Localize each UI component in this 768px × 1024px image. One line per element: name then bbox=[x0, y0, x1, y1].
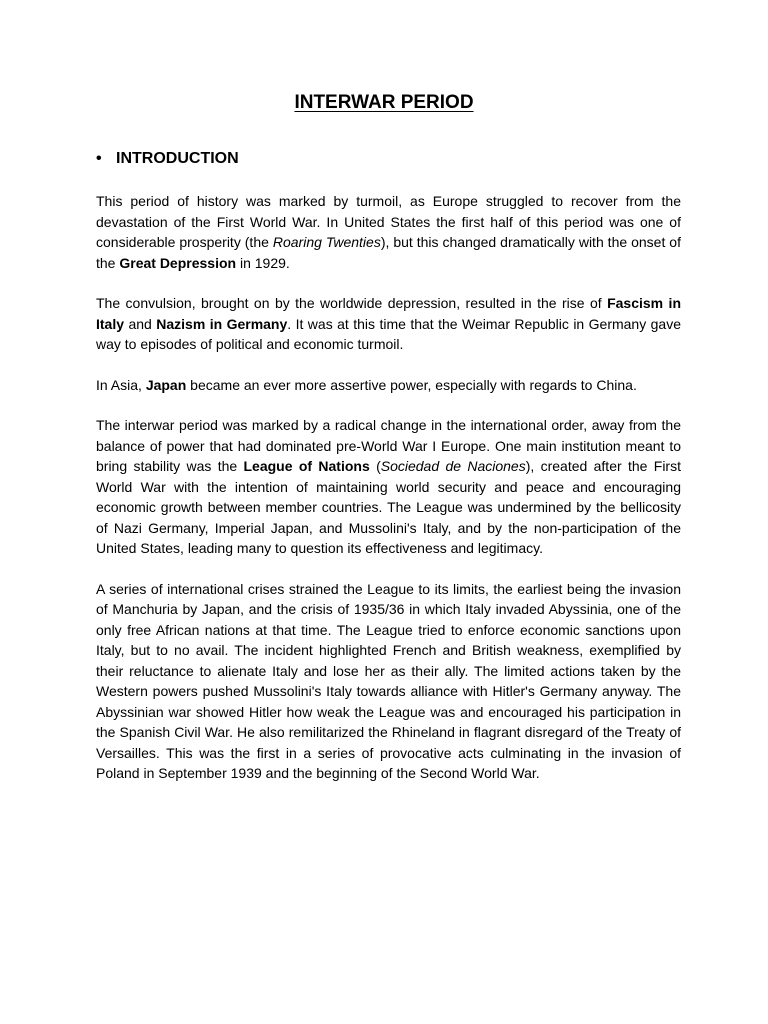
text-run: In Asia, bbox=[96, 376, 146, 393]
italic-text: Roaring Twenties bbox=[272, 234, 381, 250]
section-heading-text: INTRODUCTION bbox=[116, 150, 239, 167]
text-run: became an ever more assertive power, especially with regards to China. bbox=[186, 376, 637, 393]
paragraph-3 bbox=[96, 375, 681, 396]
paragraph-4 bbox=[96, 415, 681, 559]
italic-text: Sociedad de Naciones bbox=[380, 458, 526, 474]
page-title-text: INTERWAR PERIOD bbox=[294, 92, 474, 113]
text-run: in 1929. bbox=[236, 254, 290, 271]
bold-text: Japan bbox=[145, 376, 187, 393]
bold-text: Great Depression bbox=[119, 254, 237, 271]
text-run: and bbox=[124, 315, 157, 332]
text-run: The interwar period was marked by a radical change in the international order, away from the balance of power that had dominated pre-World War I Europe. One main institution meant to bring stability was the bbox=[96, 417, 681, 474]
section-heading bbox=[96, 148, 239, 170]
text-run: This period of history was marked by turmoil, as Europe struggled to recover from the devastation of the First World War. In United States the first half of this period was one of considerable prosperity (the bbox=[96, 193, 681, 250]
text-run: . It was at this time that the Weimar Republic in Germany gave way to episodes of political and economic turmoil. bbox=[96, 315, 682, 352]
bold-text: Nazism in Germany bbox=[156, 315, 288, 332]
paragraph-1 bbox=[96, 191, 681, 273]
text-run: The convulsion, brought on by the worldwide depression, resulted in the rise of bbox=[96, 295, 608, 311]
text-run: A series of international crises strained the League to its limits, the earliest being the invasion of Manchuria by Japan, and the crisis of 1935/36 in which Italy invaded Abyssinia, one of the only free African nations at that time. The League tried to enforce economic sanctions upon Italy, but to no avail. The incident highlighted French and British weakness, exemplified by their reluctance to alienate Italy and lose her as their ally. The limited actions taken by the Western powers pushed Mussolini's Italy towards alliance with Hitler's Germany anyway. The Abyssinian war showed Hitler how weak the League was and encouraged his participation in the Spanish Civil War. He also remilitarized the Rhineland in flagrant disregard of the Treaty of Versailles. This was the first in a series of provocative acts culminating in the invasion of Poland in September 1939 and the beginning of the Second World War. bbox=[96, 580, 681, 781]
body-text bbox=[96, 191, 681, 804]
text-run: ), created after the First World War with the intention of maintaining world security and peace and encouraging economic growth between member countries. The League was undermined by the bellicosity of Nazi Germany, Imperial Japan, and Mussolini's Italy, and by the non-participation of the United States, leading many to question its effectiveness and legitimacy. bbox=[96, 458, 681, 556]
bold-text: League of Nations bbox=[243, 458, 370, 474]
paragraph-2 bbox=[96, 293, 681, 355]
page-title bbox=[0, 90, 768, 116]
text-run: ( bbox=[369, 458, 381, 474]
bold-text: Fascism in Italy bbox=[96, 295, 681, 332]
text-run: ), but this changed dramatically with the onset of the bbox=[96, 234, 681, 271]
paragraph-5 bbox=[96, 579, 681, 784]
bullet-icon: • bbox=[96, 150, 102, 167]
